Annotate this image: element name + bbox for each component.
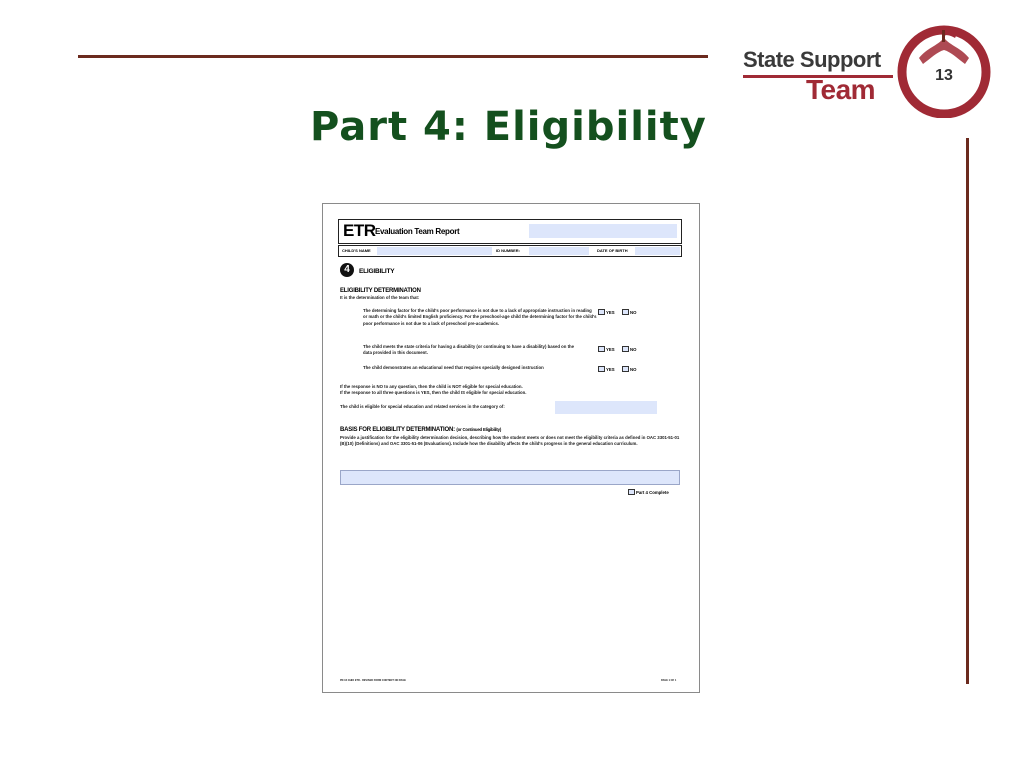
- logo-text-line2: Team: [806, 74, 876, 105]
- basis-justification-field[interactable]: [340, 470, 680, 485]
- footer-right: PAGE 1 OF 1: [661, 679, 677, 682]
- child-info-row: [338, 245, 682, 257]
- date-of-birth-label: DATE OF BIRTH: [597, 248, 628, 253]
- date-of-birth-field[interactable]: [635, 247, 680, 255]
- top-divider: [78, 55, 708, 58]
- section-number-badge: 4: [340, 263, 354, 277]
- determination-heading: ELIGIBILITY DETERMINATION: [340, 288, 421, 294]
- state-support-team-logo: [740, 20, 1000, 120]
- question-3-yes-checkbox[interactable]: [598, 366, 605, 372]
- header-input-field[interactable]: [529, 224, 677, 238]
- basis-instructions: Provide a justification for the eligibility determination decision, describing how the student meets or does not meet the eligibility criteria as defined in OAC 3301-51-01 (B)(10) (Definitions) and OAC 3301-51-06 (Evaluations). Include how the disability affects the child's progress in the general education curriculum.: [340, 435, 680, 447]
- question-2-yes-checkbox[interactable]: [598, 346, 605, 352]
- question-1-no-label: NO: [630, 310, 637, 315]
- question-3-no-checkbox[interactable]: [622, 366, 629, 372]
- question-3-text: The child demonstrates an educational need that requires specially designed instruction: [363, 365, 544, 370]
- right-divider: [966, 138, 969, 684]
- determination-intro: It is the determination of the team that:: [340, 295, 420, 300]
- page-title: Part 4: Eligibility: [310, 104, 707, 150]
- id-number-label: ID NUMBER:: [496, 248, 520, 253]
- child-name-field[interactable]: [377, 247, 492, 255]
- etr-form-page: [322, 203, 700, 693]
- rule-yes-text: If the response to all three questions is YES, then the child IS eligible for special education.: [340, 390, 527, 395]
- form-name: Evaluation Team Report: [375, 227, 460, 236]
- rule-no-text: If the response is NO to any question, then the child is NOT eligible for special education.: [340, 384, 523, 389]
- basis-subheading: (or Continued Eligibility): [456, 427, 502, 432]
- child-name-label: CHILD'S NAME: [342, 248, 371, 253]
- question-1-text: The determining factor for the child's poor performance is not due to a lack of appropriate instruction in reading or math or the child's limited English proficiency. For the preschool-age child the determining factor for the child's poor performance is not due to a lack of preschool pre-academics.: [363, 308, 597, 326]
- part-complete-checkbox[interactable]: [628, 489, 635, 495]
- question-2-text: The child meets the state criteria for having a disability (or continuing to have a disability) based on the data provided in this document.: [363, 344, 575, 356]
- question-2-no-checkbox[interactable]: [622, 346, 629, 352]
- question-2-no-label: NO: [630, 347, 637, 352]
- question-3-no-label: NO: [630, 367, 637, 372]
- basis-heading: [340, 427, 501, 433]
- logo-text-line1: State Support: [743, 47, 881, 72]
- part-complete-label: Part 4 Complete: [636, 490, 669, 495]
- question-2-yes-label: YES: [606, 347, 615, 352]
- question-1-no-checkbox[interactable]: [622, 309, 629, 315]
- form-header: [338, 219, 682, 244]
- form-code: ETR: [343, 221, 376, 240]
- footer-left: PR-04 OHIO ETR · REVISED FORM CONTENT ON PAGE: [340, 679, 406, 682]
- category-label: The child is eligible for special education and related services in the category of:: [340, 404, 505, 409]
- basis-heading-text: BASIS FOR ELIGIBILITY DETERMINATION:: [340, 427, 455, 433]
- question-3-yes-label: YES: [606, 367, 615, 372]
- id-number-field[interactable]: [529, 247, 589, 255]
- logo-number: 13: [935, 67, 953, 84]
- section-title: ELIGIBILITY: [359, 268, 395, 275]
- apple-emblem-icon: [897, 22, 991, 118]
- category-field[interactable]: [555, 401, 657, 414]
- question-1-yes-checkbox[interactable]: [598, 309, 605, 315]
- question-1-yes-label: YES: [606, 310, 615, 315]
